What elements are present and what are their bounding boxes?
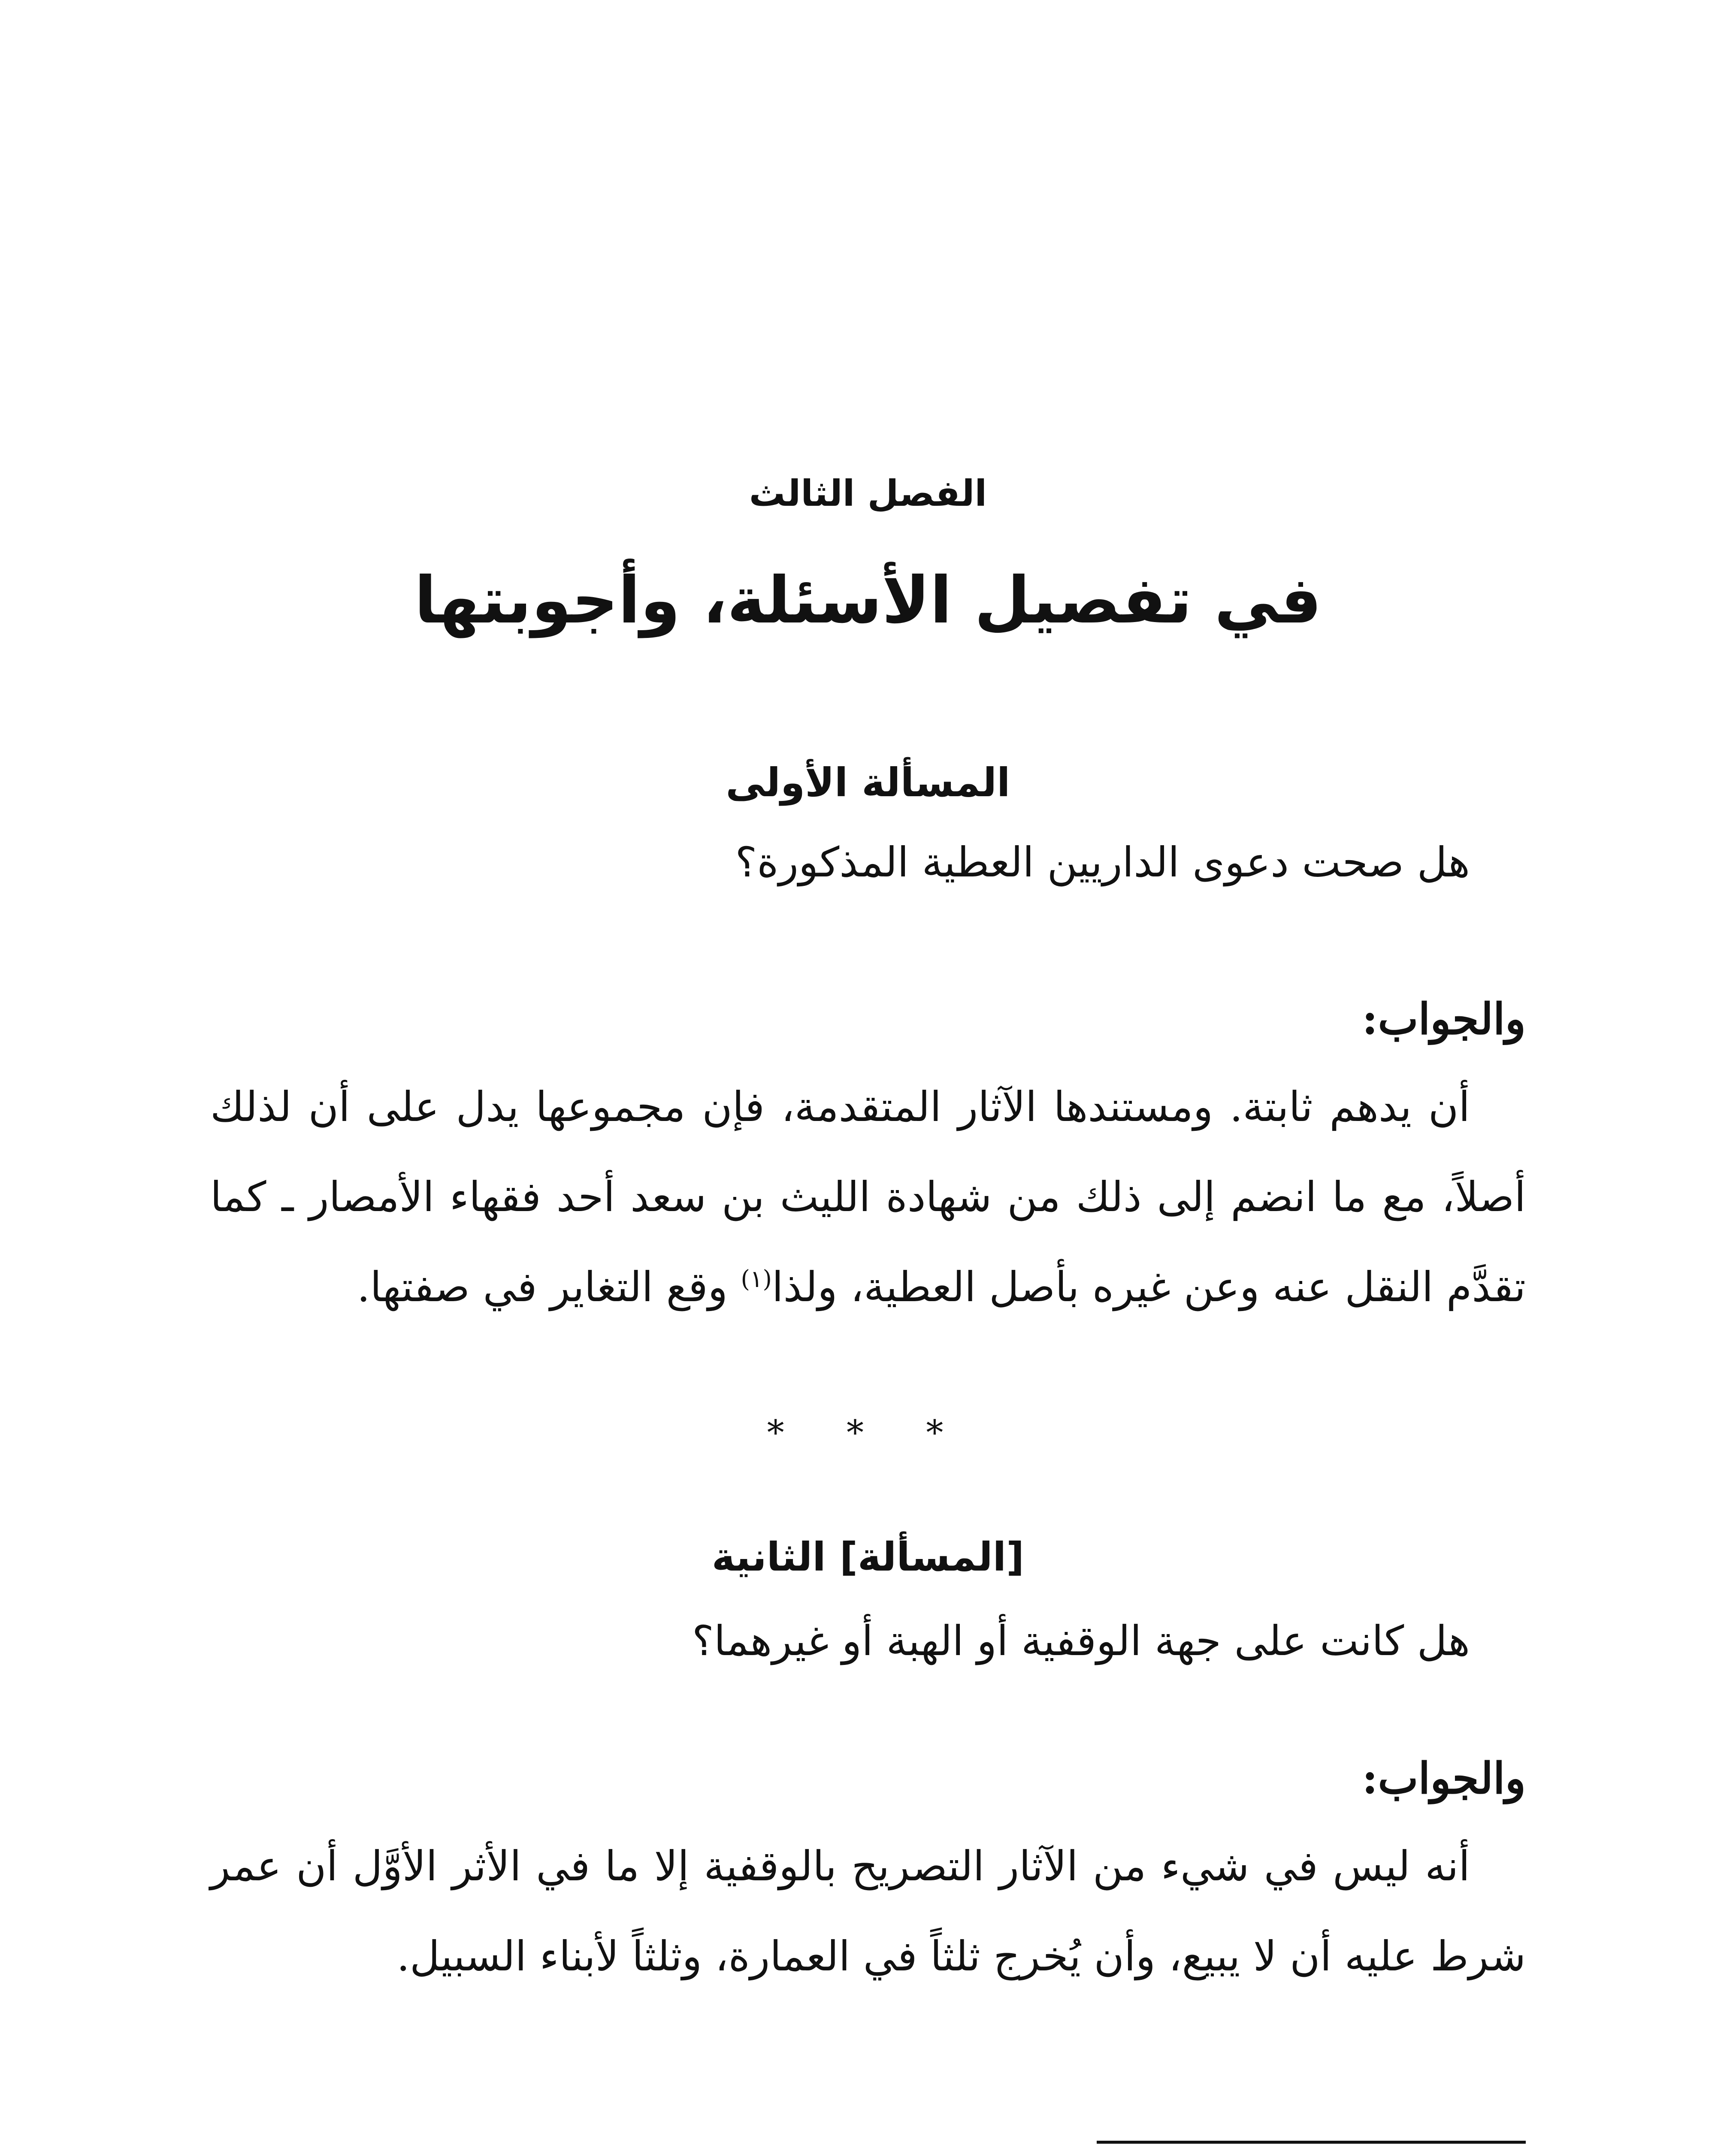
footnote-divider [1097,2141,1526,2144]
issue-1-answer-text-end: وقع التغاير في صفتها. [357,1263,741,1311]
issue-1-answer-label: والجواب: [1362,994,1526,1044]
footnote-reference: (١) [741,1265,772,1293]
chapter-label: الفصل الثالث [749,472,987,514]
section-separator: * * * [767,1413,969,1453]
issue-1-answer [210,1062,1526,1332]
issue-2-answer-text: أنه ليس في شيء من الآثار التصريح بالوقفية إلا ما في الأثر الأوَّل أن عمر شرط عليه أن لا يبيع، وأن يُخرج ثلثاً في العمارة، وثلثاً لأبناء السبيل. [210,1842,1526,1980]
issue-2-answer [210,1821,1526,2001]
issue-1-answer-text: أن يدهم ثابتة. ومستندها الآثار المتقدمة، فإن مجموعها يدل على أن لذلك أصلاً، مع ما انضم إلى ذلك من شهادة الليث بن سعد أحد فقهاء الأمصار ـ كما تقدَّم النقل عنه وعن غيره بأصل العطية، ولذا [210,1083,1526,1311]
chapter-title: في تفصيل الأسئلة، وأجوبتها [414,563,1322,638]
issue-1-heading: المسألة الأولى [726,760,1010,806]
issue-2-question: هل كانت على جهة الوقفية أو الهبة أو غيرهما؟ [692,1617,1470,1665]
issue-2-answer-label: والجواب: [1362,1753,1526,1804]
issue-1-question: هل صحت دعوى الداريين العطية المذكورة؟ [735,838,1470,886]
issue-2-heading: [المسألة] الثانية [711,1534,1025,1580]
